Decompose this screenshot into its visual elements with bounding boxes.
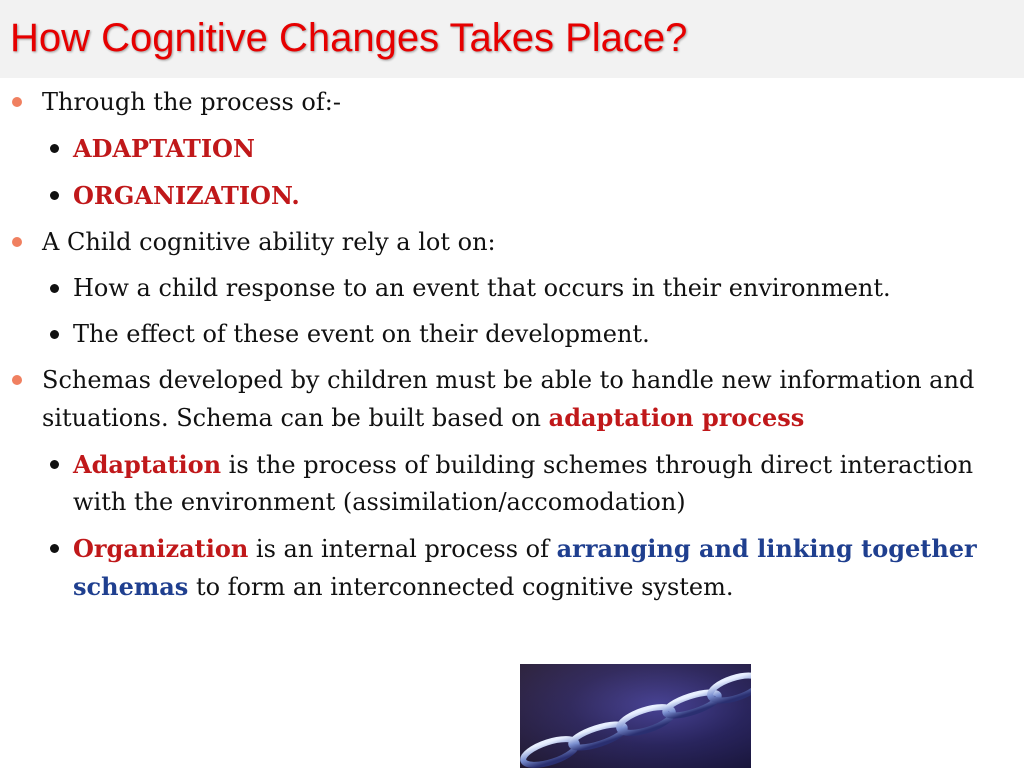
bullet-text: Schemas developed by children must be able to handle new information and situations. Schema can be built based on — [42, 366, 975, 432]
slide-content — [0, 84, 1024, 606]
bullet-text: is an internal process of — [248, 535, 557, 563]
slide-title: How Cognitive Changes Takes Place? — [10, 16, 688, 60]
bullet-dot-icon — [50, 460, 59, 469]
bullet-adaptation — [0, 130, 1013, 168]
chain-icon — [520, 664, 751, 768]
bullet-child-ability — [0, 224, 997, 261]
bullet-schemas — [0, 362, 997, 437]
bullet-emphasis: adaptation process — [548, 403, 805, 432]
bullet-dot-icon — [50, 284, 59, 293]
bullet-text: ADAPTATION — [73, 134, 255, 163]
bullet-emphasis: Adaptation — [73, 450, 222, 479]
bullet-adaptation-definition — [0, 446, 1013, 521]
bullet-through-process — [0, 84, 997, 121]
bullet-text: to form an interconnected cognitive system. — [188, 573, 734, 601]
bullet-dot-icon — [12, 97, 22, 107]
bullet-organization — [0, 177, 1013, 215]
chain-links-photo — [520, 664, 751, 768]
bullet-emphasis: Organization — [73, 534, 249, 563]
bullet-dot-icon — [50, 544, 59, 553]
bullet-event-effect — [0, 316, 1013, 353]
bullet-emphasis-blue: arranging and linking together schemas — [73, 534, 977, 601]
bullet-dot-icon — [50, 144, 59, 153]
bullet-text: Through the process of:- — [42, 88, 341, 116]
bullet-text: ORGANIZATION. — [73, 181, 300, 210]
bullet-dot-icon — [12, 375, 22, 385]
bullet-dot-icon — [50, 191, 59, 200]
bullet-text: The effect of these event on their development. — [73, 320, 650, 348]
bullet-dot-icon — [50, 330, 59, 339]
bullet-organization-definition — [0, 530, 1013, 606]
bullet-child-response — [0, 270, 1013, 307]
bullet-dot-icon — [12, 237, 22, 247]
bullet-text: is the process of building schemes through direct interaction with the environment (assimilation/accomodation) — [73, 451, 974, 516]
bullet-text: A Child cognitive ability rely a lot on: — [42, 228, 496, 256]
bullet-text: How a child response to an event that occurs in their environment. — [73, 274, 891, 302]
